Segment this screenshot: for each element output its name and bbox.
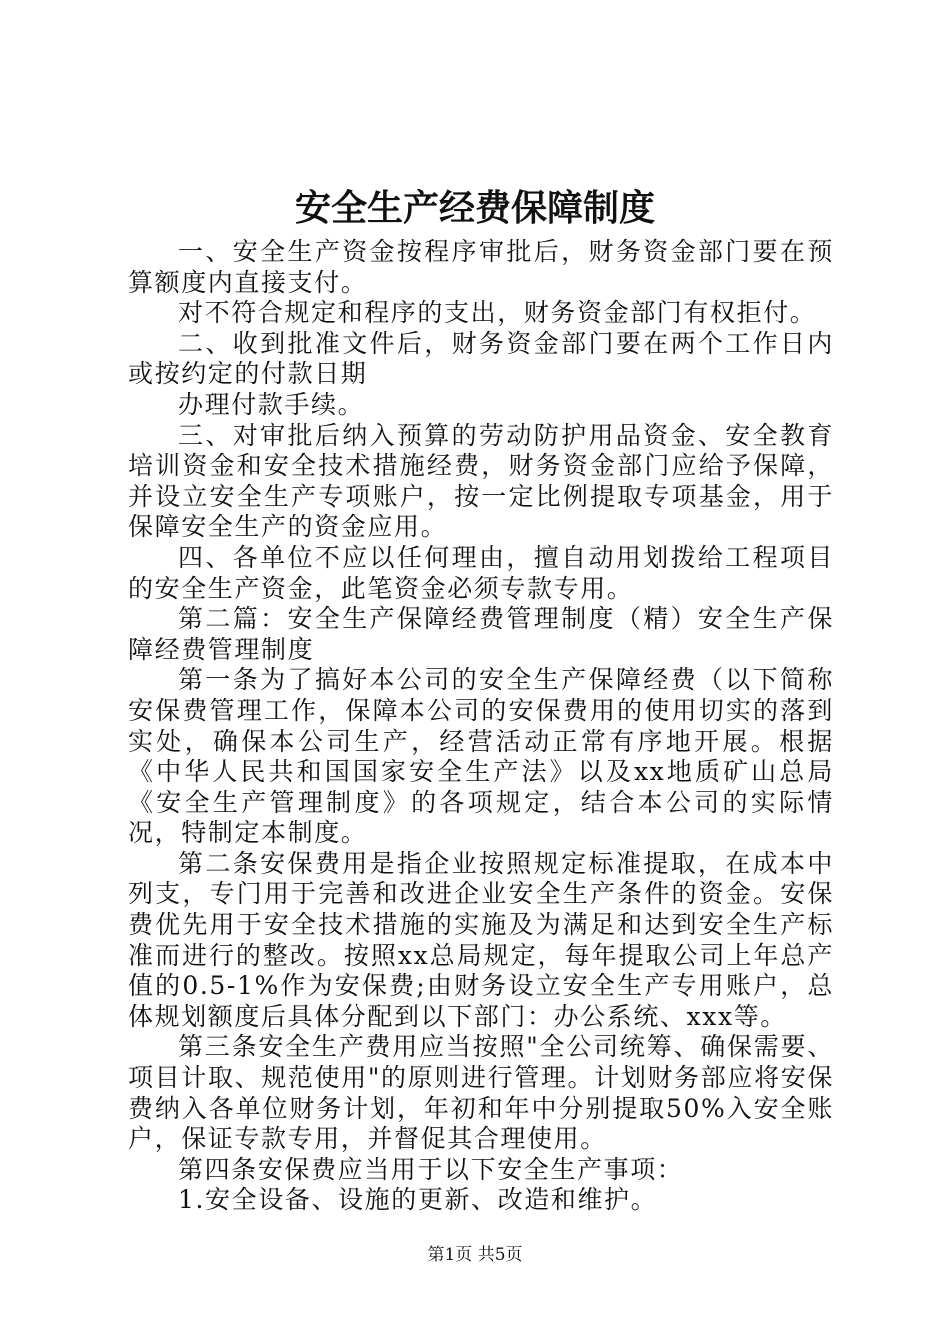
- paragraph-8: 第一条为了搞好本公司的安全生产保障经费（以下简称安保费管理工作，保障本公司的安保费用的使用切实的落到实处，确保本公司生产，经营活动正常有序地开展。根据《中华人民共和国国家安全生产法》以及xx地质矿山总局《安全生产管理制度》的各项规定，结合本公司的实际情况，特制定本制度。: [128, 665, 834, 848]
- paragraph-12: 1.安全设备、设施的更新、改造和维护。: [178, 1185, 658, 1215]
- paragraph-11: 第四条安保费应当用于以下安全生产事项：: [178, 1154, 684, 1184]
- paragraph-4: 办理付款手续。: [178, 389, 365, 419]
- paragraph-9: 第二条安保费用是指企业按照规定标准提取，在成本中列支，专门用于完善和改进企业安全生产条件的资金。安保费优先用于安全技术措施的实施及为满足和达到安全生产标准而进行的整改。按照xx总局规定，每年提取公司上年总产值的0.5-1%作为安保费;由财务设立安全生产专用账户，总体规划额度后具体分配到以下部门：办公系统、xxx等。: [128, 848, 834, 1031]
- paragraph-1: 一、安全生产资金按程序审批后，财务资金部门要在预算额度内直接支付。: [128, 237, 834, 297]
- paragraph-10: 第三条安全生产费用应当按照"全公司统筹、确保需要、项目计取、规范使用"的原则进行管理。计划财务部应将安保费纳入各单位财务计划，年初和年中分别提取50%入安全账户，保证专款专用，并督促其合理使用。: [128, 1032, 834, 1154]
- document-title: 安全生产经费保障制度: [294, 187, 655, 229]
- paragraph-3: 二、收到批准文件后，财务资金部门要在两个工作日内或按约定的付款日期: [128, 328, 834, 389]
- paragraph-2: 对不符合规定和程序的支出，财务资金部门有权拒付。: [178, 298, 817, 328]
- paragraph-5: 三、对审批后纳入预算的劳动防护用品资金、安全教育培训资金和安全技术措施经费，财务资金部门应给予保障，并设立安全生产专项账户，按一定比例提取专项基金，用于保障安全生产的资金应用。: [128, 420, 834, 542]
- document-body: [128, 237, 834, 1216]
- paragraph-7: 第二篇：安全生产保障经费管理制度（精）安全生产保障经费管理制度: [128, 604, 834, 664]
- paragraph-6: 四、各单位不应以任何理由，擅自动用划拨给工程项目的安全生产资金，此笔资金必须专款专用。: [128, 542, 834, 603]
- page-number-footer: 第1页 共5页: [427, 1245, 523, 1265]
